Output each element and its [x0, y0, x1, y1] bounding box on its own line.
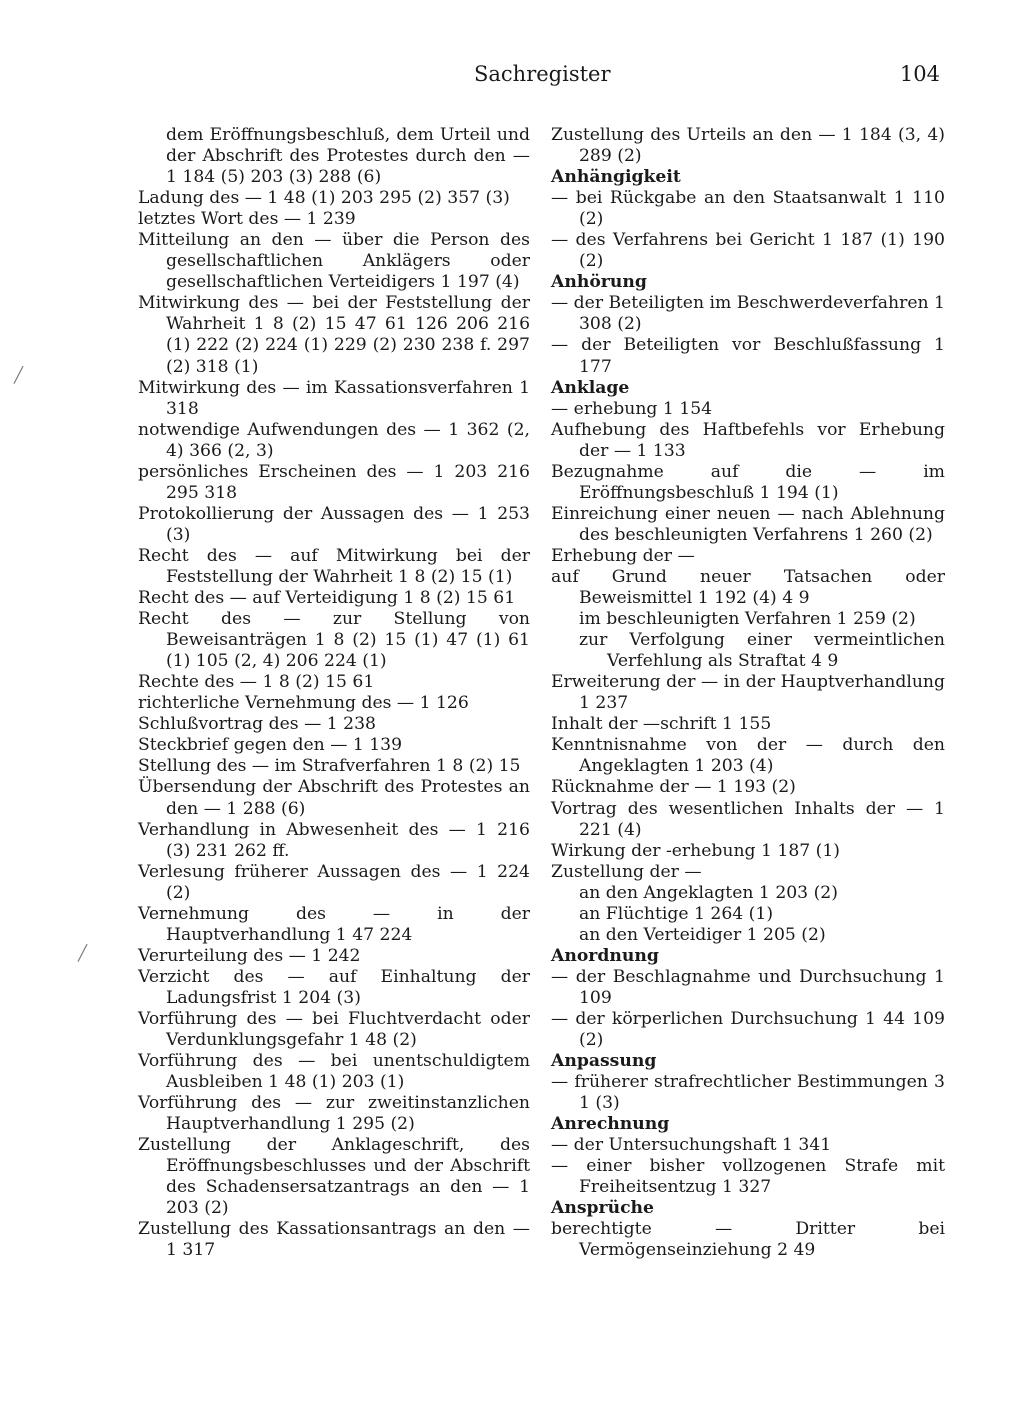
index-heading: Anklage [551, 377, 630, 398]
index-entry: an Flüchtige 1 264 (1) [579, 903, 774, 924]
index-entry: an den Angeklagten 1 203 (2) [579, 882, 838, 903]
index-entry: — bei Rückgabe an den Staatsanwalt 1 110 (2) [551, 188, 945, 230]
index-entry: Bezugnahme auf die — im Eröffnungsbeschluß 1 194 (1) [551, 461, 945, 503]
index-entry: Übersendung der Abschrift des Protestes an den — 1 288 (6) [138, 777, 530, 819]
index-entry: Verzicht des — auf Einhaltung der Ladungsfrist 1 204 (3) [138, 966, 530, 1008]
index-heading: Ansprüche [551, 1198, 654, 1219]
index-entry: Verurteilung des — 1 242 [138, 945, 361, 966]
index-entry: zur Verfolgung einer vermeintlichen Verfehlung als Straftat 4 9 [579, 630, 945, 672]
index-entry: — der körperlichen Durchsuchung 1 44 109 (2) [551, 1008, 945, 1051]
index-entry: Erweiterung der — in der Hauptverhandlung 1 237 [551, 672, 945, 714]
index-entry: Zustellung des Kassationsantrags an den — 1 317 [138, 1219, 530, 1261]
index-entry: — früherer strafrechtlicher Bestimmungen 3 1 (3) [551, 1072, 945, 1114]
index-entry: persönliches Erscheinen des — 1 203 216 295 318 [138, 461, 530, 503]
index-entry: Aufhebung des Haftbefehls vor Erhebung der — 1 133 [551, 419, 945, 461]
index-entry: Mitwirkung des — bei der Feststellung der Wahrheit 1 8 (2) 15 47 61 126 206 216 (1) 222 (2) 224 (1) 229 (2) 230 238 f. 297 (2) 318 (1) [138, 293, 530, 377]
index-entry: — des Verfahrens bei Gericht 1 187 (1) 190 (2) [551, 230, 945, 272]
index-heading: Anordnung [551, 945, 659, 966]
index-entry: dem Eröffnungsbeschluß, dem Urteil und der Abschrift des Protestes durch den — 1 184 (5) 203 (3) 288 (6) [166, 125, 530, 188]
index-entry: Rücknahme der — 1 193 (2) [551, 777, 796, 798]
index-entry: — der Beteiligten im Beschwerdeverfahren 1 308 (2) [551, 293, 945, 335]
index-entry: Steckbrief gegen den — 1 139 [138, 735, 403, 756]
index-entry: Wirkung der -erhebung 1 187 (1) [551, 840, 841, 861]
index-entry: Recht des — auf Verteidigung 1 8 (2) 15 61 [138, 588, 516, 609]
index-entry: Einreichung einer neuen — nach Ablehnung des beschleunigten Verfahrens 1 260 (2) [551, 503, 945, 545]
index-entry: Verhandlung in Abwesenheit des — 1 216 (3) 231 262 ff. [138, 819, 530, 861]
index-entry: Schlußvortrag des — 1 238 [138, 714, 376, 735]
index-entry: Vorführung des — bei Fluchtverdacht oder Verdunklungsgefahr 1 48 (2) [138, 1008, 530, 1051]
index-entry: — der Beteiligten vor Beschlußfassung 1 177 [551, 335, 945, 377]
index-entry: Erhebung der — [551, 545, 695, 566]
index-entry: — der Beschlagnahme und Durchsuchung 1 109 [551, 966, 945, 1008]
index-entry: berechtigte — Dritter bei Vermögenseinziehung 2 49 [551, 1219, 945, 1261]
index-entry: Kenntnisnahme von der — durch den Angeklagten 1 203 (4) [551, 735, 945, 777]
index-entry: notwendige Aufwendungen des — 1 362 (2, 4) 366 (2, 3) [138, 419, 530, 461]
page-title: Sachregister [474, 62, 611, 86]
index-entry: Mitteilung an den — über die Person des gesellschaftlichen Anklägers oder gesellschaftlichen Verteidigers 1 197 (4) [138, 230, 530, 293]
index-heading: Anhängigkeit [551, 167, 681, 188]
index-entry: Zustellung der — [551, 861, 702, 882]
index-entry: Mitwirkung des — im Kassationsverfahren 1 318 [138, 377, 530, 419]
page-header [0, 62, 1024, 96]
margin-pencil-mark: ╱ [14, 366, 24, 384]
index-entry: Vortrag des wesentlichen Inhalts der — 1 221 (4) [551, 798, 945, 840]
index-entry: Vorführung des — bei unentschuldigtem Ausbleiben 1 48 (1) 203 (1) [138, 1051, 530, 1093]
right-index-column [551, 125, 945, 1262]
margin-pencil-mark: ╱ [78, 944, 88, 962]
index-entry: im beschleunigten Verfahren 1 259 (2) [579, 609, 916, 630]
index-entry: an den Verteidiger 1 205 (2) [579, 924, 826, 945]
left-index-column [138, 125, 530, 1262]
index-entry: — erhebung 1 154 [551, 398, 713, 419]
index-entry: Verlesung früherer Aussagen des — 1 224 (2) [138, 861, 530, 903]
index-entry: letztes Wort des — 1 239 [138, 209, 356, 230]
index-entry: Ladung des — 1 48 (1) 203 295 (2) 357 (3) [138, 188, 510, 209]
index-entry: Stellung des — im Strafverfahren 1 8 (2) 15 [138, 756, 521, 777]
index-entry: Protokollierung der Aussagen des — 1 253 (3) [138, 503, 530, 545]
index-entry: richterliche Vernehmung des — 1 126 [138, 693, 469, 714]
index-entry: — einer bisher vollzogenen Strafe mit Freiheitsentzug 1 327 [551, 1156, 945, 1198]
index-entry: Rechte des — 1 8 (2) 15 61 [138, 672, 375, 693]
index-entry: auf Grund neuer Tatsachen oder Beweismittel 1 192 (4) 4 9 [551, 566, 945, 609]
index-entry: — der Untersuchungshaft 1 341 [551, 1135, 832, 1156]
index-heading: Anpassung [551, 1051, 657, 1072]
index-entry: Recht des — zur Stellung von Beweisanträgen 1 8 (2) 15 (1) 47 (1) 61 (1) 105 (2, 4) 206 224 (1) [138, 609, 530, 672]
index-entry: Zustellung des Urteils an den — 1 184 (3, 4) 289 (2) [551, 125, 945, 167]
page-number: 104 [899, 62, 940, 86]
index-heading: Anrechnung [551, 1114, 670, 1135]
index-entry: Zustellung der Anklageschrift, des Eröffnungsbeschlusses und der Abschrift des Schadensersatzantrags an den — 1 203 (2) [138, 1135, 530, 1219]
index-entry: Vorführung des — zur zweitinstanzlichen Hauptverhandlung 1 295 (2) [138, 1093, 530, 1135]
index-entry: Vernehmung des — in der Hauptverhandlung 1 47 224 [138, 903, 530, 945]
index-heading: Anhörung [551, 272, 647, 293]
index-entry: Recht des — auf Mitwirkung bei der Feststellung der Wahrheit 1 8 (2) 15 (1) [138, 545, 530, 587]
index-entry: Inhalt der —schrift 1 155 [551, 714, 772, 735]
